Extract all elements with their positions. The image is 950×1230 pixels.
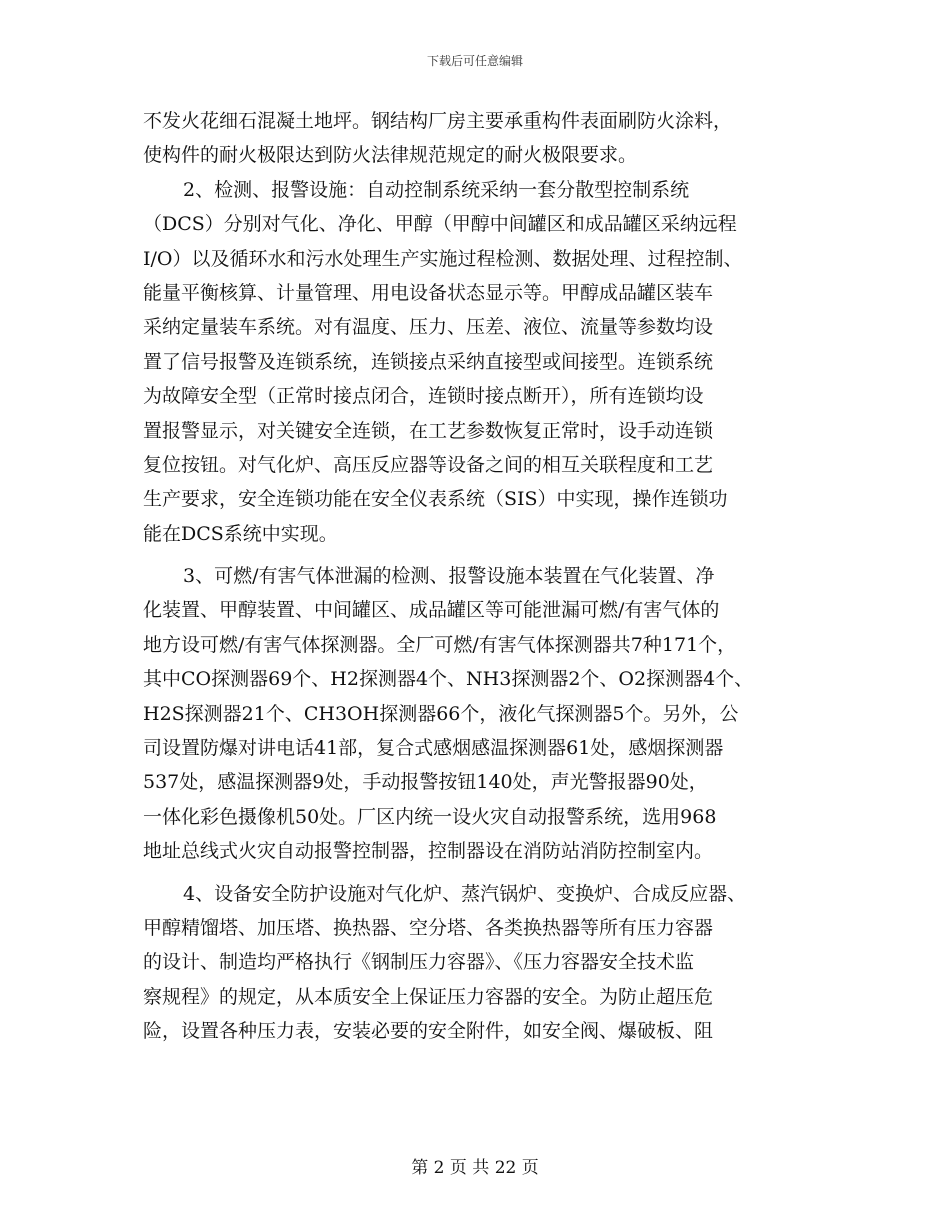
text-line: 的设计、制造均严格执行《钢制压力容器》、《压力容器安全技术监 <box>143 951 695 974</box>
text-line: 察规程》的规定，从本质安全上保证压力容器的安全。为防止超压危 <box>143 985 714 1008</box>
text-line: H2S探测器21个、CH3OH探测器66个，液化气探测器5个。另外，公 <box>143 702 739 725</box>
page-header: 下载后可任意编辑 <box>426 54 523 68</box>
text-line: 生产要求，安全连锁功能在安全仪表系统（SIS）中实现，操作连锁功 <box>143 488 728 511</box>
text-line: 一体化彩色摄像机50处。厂区内统一设火灾自动报警系统，选用968 <box>143 805 717 828</box>
text-line: 化装置、甲醇装置、中间罐区、成品罐区等可能泄漏可燃/有害气体的 <box>143 599 720 622</box>
text-line: 置了信号报警及连锁系统，连锁接点采纳直接型或间接型。连锁系统 <box>143 350 714 373</box>
text-line: 其中CO探测器69个、H2探测器4个、NH3探测器2个、O2探测器4个、 <box>143 668 754 691</box>
text-line: 地方设可燃/有害气体探测器。全厂可燃/有害气体探测器共7种171个， <box>143 633 737 656</box>
text-line: 4、设备安全防护设施对气化炉、蒸汽锅炉、变换炉、合成反应器、 <box>183 882 747 905</box>
text-line: 不发火花细石混凝土地坪。钢结构厂房主要承重构件表面刷防火涂料， <box>143 110 733 132</box>
text-line: 险，设置各种压力表，安装必要的安全附件，如安全阀、爆破板、阻 <box>143 1020 714 1043</box>
text-line: 使构件的耐火极限达到防火法律规范规定的耐火极限要求。 <box>143 144 638 167</box>
text-line: 复位按钮。对气化炉、高压反应器等设备之间的相互关联程度和工艺 <box>143 453 714 476</box>
text-line: 2、检测、报警设施：自动控制系统采纳一套分散型控制系统 <box>183 178 690 201</box>
text-line: 置报警显示，对关键安全连锁，在工艺参数恢复正常时，设手动连锁 <box>143 419 714 442</box>
text-line: （DCS）分别对气化、净化、甲醇（甲醇中间罐区和成品罐区采纳远程 <box>143 213 737 236</box>
document-body <box>143 104 833 1049</box>
page-footer: 第 2 页 共 22 页 <box>411 1158 539 1178</box>
text-line: 能在DCS系统中实现。 <box>143 522 338 545</box>
text-line: 司设置防爆对讲电话41部，复合式感烟感温探测器61处，感烟探测器 <box>143 737 724 760</box>
text-line: 甲醇精馏塔、加压塔、换热器、空分塔、各类换热器等所有压力容器 <box>143 916 714 939</box>
text-line: 3、可燃/有害气体泄漏的检测、报警设施本装置在气化装置、净 <box>183 565 715 588</box>
text-line: 537处，感温探测器9处，手动报警按钮140处，声光警报器90处， <box>143 771 708 794</box>
text-line: 能量平衡核算、计量管理、用电设备状态显示等。甲醇成品罐区装车 <box>143 281 714 304</box>
text-line: 地址总线式火灾自动报警控制器，控制器设在消防站消防控制室内。 <box>143 840 714 863</box>
text-line: 为故障安全型（正常时接点闭合，连锁时接点断开），所有连锁均设 <box>143 385 704 408</box>
text-line: 采纳定量装车系统。对有温度、压力、压差、液位、流量等参数均设 <box>143 316 714 339</box>
text-line: I/O）以及循环水和污水处理生产实施过程检测、数据处理、过程控制、 <box>143 247 743 270</box>
